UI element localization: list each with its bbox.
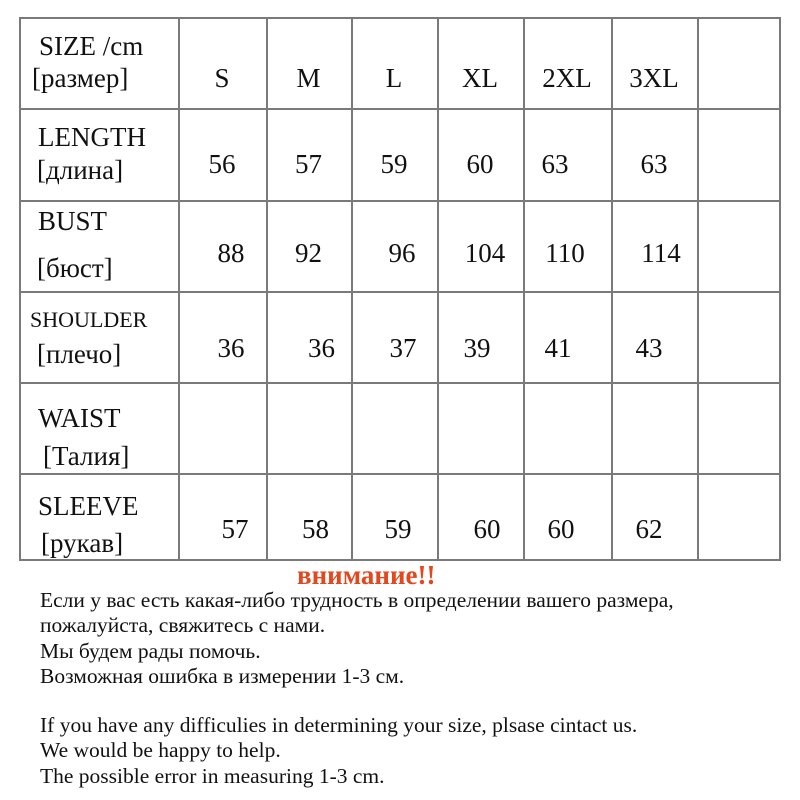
row-divider [21, 200, 779, 202]
length-2xl: 63 [541, 149, 569, 179]
bust-3xl: 114 [641, 238, 681, 268]
sleeve-s: 57 [221, 514, 249, 544]
row-label-waist-ru: [Талия] [43, 441, 130, 471]
length-l: 59 [380, 149, 408, 179]
length-3xl: 63 [640, 149, 668, 179]
header-label-size-ru: [размер] [32, 63, 129, 93]
column-divider [523, 19, 525, 559]
size-header-3xl: 3XL [629, 63, 679, 93]
row-label-sleeve-ru: [рукав] [41, 528, 124, 558]
notice-ru-line: Мы будем рады помочь. [40, 639, 261, 663]
warning-heading: внимание!! [297, 560, 436, 590]
shoulder-3xl: 43 [635, 333, 663, 363]
size-header-s: S [214, 63, 230, 93]
shoulder-2xl: 41 [544, 333, 572, 363]
bust-s: 88 [217, 238, 245, 268]
sleeve-l: 59 [384, 514, 412, 544]
bust-xl: 104 [464, 238, 506, 268]
notice-ru-line: пожалуйста, свяжитесь с нами. [40, 613, 326, 637]
sleeve-xl: 60 [473, 514, 501, 544]
row-divider [21, 108, 779, 110]
notice-en-line: The possible error in measuring 1-3 cm. [40, 764, 385, 788]
length-m: 57 [295, 149, 322, 179]
length-xl: 60 [466, 149, 494, 179]
shoulder-s: 36 [217, 333, 245, 363]
row-label-shoulder: SHOULDER [30, 307, 148, 332]
size-header-m: M [296, 63, 321, 93]
bust-l: 96 [388, 238, 416, 268]
header-label-size: SIZE /cm [39, 31, 144, 61]
row-divider [21, 291, 779, 293]
column-divider [437, 19, 439, 559]
shoulder-l: 37 [389, 333, 417, 363]
size-header-xl: XL [462, 63, 498, 93]
column-divider [611, 19, 613, 559]
column-divider [266, 19, 268, 559]
sleeve-3xl: 62 [635, 514, 663, 544]
notice-en-line: If you have any difficulies in determining your size, plsase cintact us. [40, 713, 638, 737]
sleeve-m: 58 [302, 514, 329, 544]
size-chart-table [19, 17, 781, 561]
size-header-2xl: 2XL [542, 63, 592, 93]
size-header-l: L [385, 63, 403, 93]
row-label-sleeve: SLEEVE [38, 491, 139, 521]
shoulder-m: 36 [308, 333, 335, 363]
shoulder-xl: 39 [463, 333, 491, 363]
row-label-bust: BUST [38, 206, 108, 236]
column-divider [351, 19, 353, 559]
notice-en-line: We would be happy to help. [40, 738, 281, 762]
notice-ru-line: Возможная ошибка в измерении 1-3 см. [40, 664, 405, 688]
column-divider [178, 19, 180, 559]
row-label-length: LENGTH [38, 122, 146, 152]
row-label-shoulder-ru: [плечо] [37, 339, 122, 369]
sleeve-2xl: 60 [547, 514, 575, 544]
bust-m: 92 [295, 238, 322, 268]
row-label-bust-ru: [бюст] [37, 253, 113, 283]
row-label-length-ru: [длина] [37, 155, 124, 185]
notice-ru-line: Если у вас есть какая-либо трудность в определении вашего размера, [40, 588, 674, 612]
row-divider [21, 382, 779, 384]
length-s: 56 [208, 149, 236, 179]
column-divider [697, 19, 699, 559]
bust-2xl: 110 [545, 238, 585, 268]
row-divider [21, 473, 779, 475]
row-label-waist: WAIST [38, 403, 121, 433]
